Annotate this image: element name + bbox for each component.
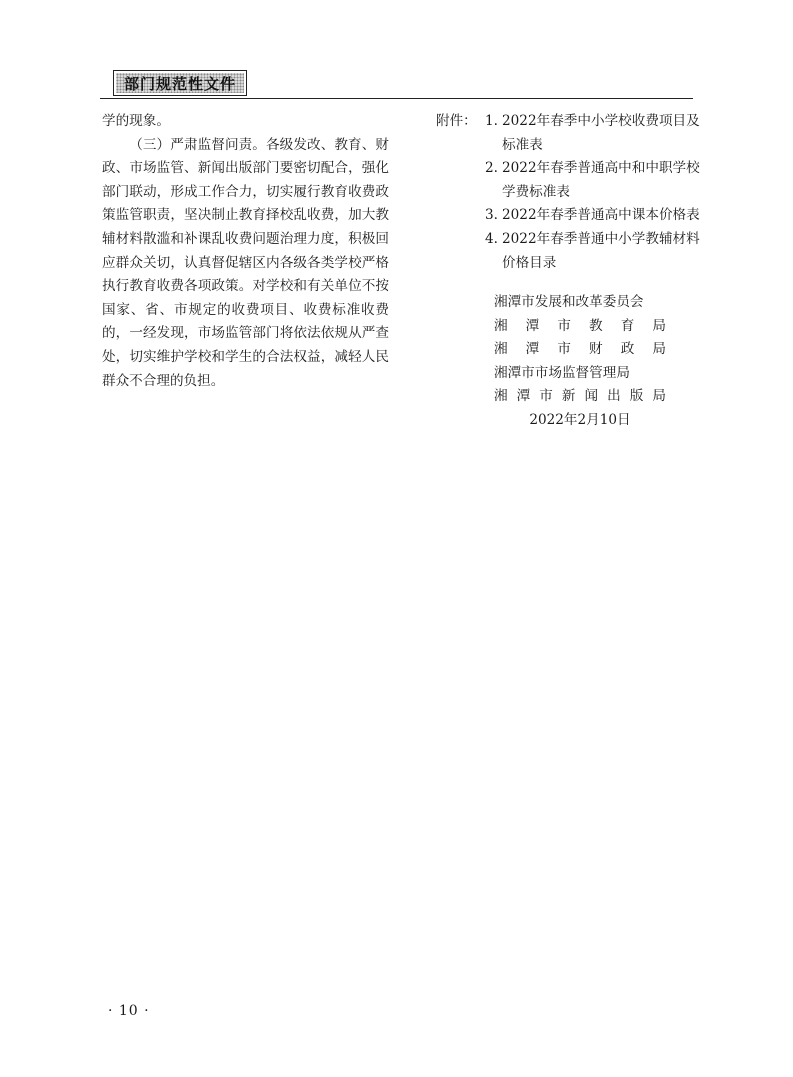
header-rule (100, 98, 693, 99)
issuer-name-segment: 育 (620, 317, 635, 334)
issuer-name-segment: 湘 (494, 317, 508, 334)
issuer-name-segment: 出 (607, 388, 621, 405)
issuer-name (494, 362, 666, 386)
paragraph-supervision: （三）严肃监督问责。各级发改、教育、财政、市场监管、新闻出版部门要密切配合，强化部门联动，形成工作合力，切实履行教育收费政策监管职责，坚决制止教育择校乱收费，加大教辅材料散滥和补课乱收费问题治理力度，积极回应群众关切，认真督促辖区内各级各类学校严格执行教育收费各项政策。对学校和有关单位不按国家、省、市规定的收费项目、收费标准收费的，一经发现，市场监管部门将依法依规从严查处，切实维护学校和学生的合法权益，减轻人民群众不合理的负担。 (102, 136, 389, 389)
body-text-column (102, 110, 389, 393)
issuer-name (494, 291, 666, 315)
attachment-title: 2022年春季中小学校收费项目及标准表 (502, 113, 700, 153)
attachment-item (480, 157, 701, 204)
issuer-name-segment: 版 (629, 388, 644, 405)
issuer-name-segment: 局 (652, 317, 666, 334)
attachment-title: 2022年春季普通高中课本价格表 (502, 207, 700, 224)
attachment-item (480, 110, 701, 157)
issuer-name-segment: 教 (589, 317, 603, 334)
issuer-name-segment: 潭 (516, 388, 531, 405)
attachments-list (480, 110, 701, 275)
attachments-label: 附件： (436, 113, 477, 129)
attachment-number: 1. (485, 113, 498, 129)
issuer-name-segment: 湘潭市发展和改革委员会 (494, 294, 644, 310)
issuing-authorities (494, 291, 666, 433)
issue-date: 2022年2月10日 (529, 411, 631, 428)
issuer-name-segment: 局 (652, 388, 666, 405)
issuer-name (494, 315, 666, 339)
page-number: · 10 · (108, 1003, 150, 1019)
section-tag-label: 部门规范性文件 (116, 73, 244, 93)
attachment-number: 4. (485, 230, 498, 247)
issuer-name-segment: 局 (652, 341, 666, 358)
attachment-number: 3. (485, 207, 498, 224)
issuer-name-segment: 湘潭市市场监督管理局 (494, 364, 630, 381)
issuer-name-segment: 市 (539, 388, 553, 405)
issuer-name-segment: 潭 (525, 341, 540, 358)
paragraph-continuation: 学的现象。 (102, 113, 170, 129)
issuer-name-segment: 闻 (584, 388, 599, 405)
section-tag (113, 70, 247, 96)
attachment-item (480, 228, 701, 275)
issuer-name-segment: 新 (561, 388, 576, 405)
attachment-number: 2. (485, 160, 498, 177)
issuer-name-segment: 湘 (494, 341, 508, 358)
issuer-name-segment: 市 (557, 317, 571, 334)
attachments-block (436, 110, 701, 275)
issuer-name-segment: 湘 (494, 388, 508, 405)
issuer-name-segment: 财 (589, 341, 603, 358)
issuer-name-segment: 政 (620, 341, 635, 358)
issuer-name-segment: 潭 (525, 317, 540, 334)
issuer-name-segment: 市 (557, 341, 571, 358)
issuer-name (494, 338, 666, 362)
attachment-item (480, 204, 701, 228)
attachment-title: 2022年春季普通高中和中职学校学费标准表 (502, 160, 700, 200)
attachment-title: 2022年春季普通中小学教辅材料价格目录 (502, 230, 700, 271)
issuer-name (494, 385, 666, 409)
